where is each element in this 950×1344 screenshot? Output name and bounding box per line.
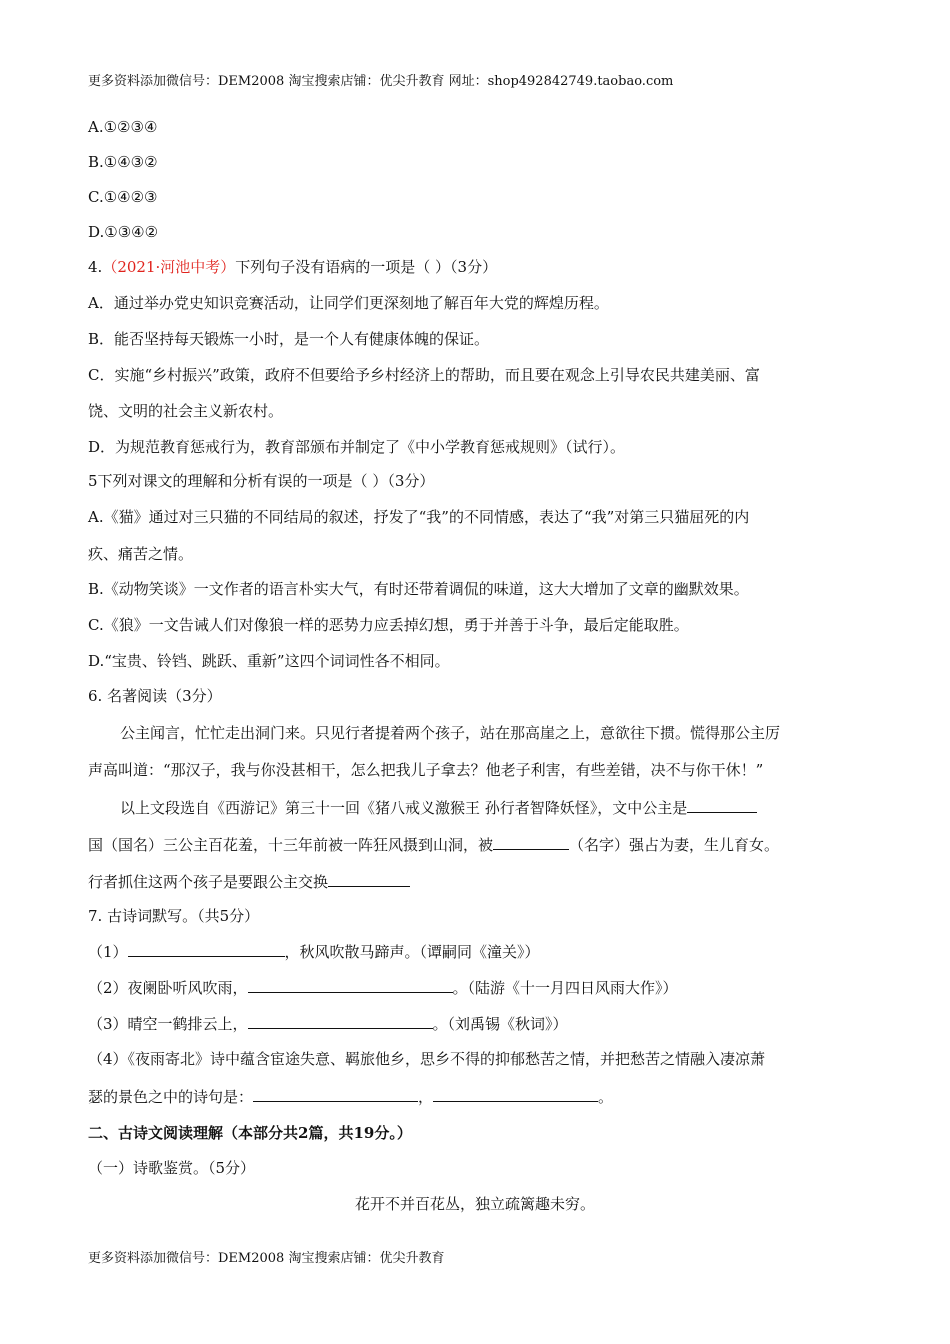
q6-question-text-2: 国（国名）三公主百花羞，十三年前被一阵狂风摄到山洞，被: [88, 836, 494, 854]
q7-blank-3[interactable]: [248, 1013, 433, 1029]
q7-line2-post: 。（陆游《十一月四日风雨大作》）: [452, 979, 678, 997]
q7-blank-2[interactable]: [248, 977, 453, 993]
q6-question-text-3: （名字）强占为妻，生儿育女。: [569, 836, 780, 854]
q7-blank-1[interactable]: [128, 941, 285, 957]
q7-line1-num: （1）: [88, 943, 128, 961]
q7-line1-text: ，秋风吹散马蹄声。（谭嗣同《潼关》）: [284, 943, 540, 961]
q4-option-b: B．能否坚持每天锻炼一小时，是一个人有健康体魄的保证。: [88, 330, 490, 348]
q7-line3-post: 。（刘禹锡《秋词》）: [432, 1015, 568, 1033]
q6-blank-country[interactable]: [687, 797, 757, 813]
q3-option-c: C.①④②③: [88, 188, 158, 206]
q6-question-text-4: 行者抓住这两个孩子是要跟公主交换: [88, 873, 329, 891]
section-2-subtitle: （一）诗歌鉴赏。（5分）: [88, 1159, 256, 1177]
page-footer: 更多资料添加微信号：DEM2008 淘宝搜索店铺：优尖升教育: [88, 1251, 445, 1266]
q7-stem: 7. 古诗词默写。（共5分）: [88, 907, 260, 925]
q7-line4b: [88, 1086, 613, 1107]
q4-stem: [88, 257, 497, 277]
q7-line4b-pre: 瑟的景色之中的诗句是：: [88, 1088, 254, 1106]
q5-option-a-line1: A.《猫》通过对三只猫的不同结局的叙述，抒发了“我”的不同情感，表达了“我”对第三只猫屈死的内: [88, 508, 750, 526]
q7-line2: [88, 977, 678, 998]
q4-option-d: D．为规范教育惩戒行为，教育部颁布并制定了《中小学教育惩戒规则》（试行）。: [88, 438, 626, 456]
q6-stem: 6. 名著阅读（3分）: [88, 687, 222, 705]
q6-passage-line2: 声高叫道：“那汉子，我与你没甚相干，怎么把我儿子拿去？他老子利害，有些差错，决不与你干休！”: [88, 761, 764, 779]
q6-question-line1: [120, 797, 757, 818]
q4-option-a: A．通过举办党史知识竞赛活动，让同学们更深刻地了解百年大党的辉煌历程。: [88, 294, 609, 312]
q4-source: （2021·河池中考）: [102, 258, 236, 276]
q7-line3-pre: （3）晴空一鹤排云上，: [88, 1015, 248, 1033]
q7-line4b-mid: ，: [418, 1088, 434, 1106]
q7-line4b-post: 。: [598, 1088, 614, 1106]
q7-blank-4a[interactable]: [253, 1086, 418, 1102]
q6-blank-exchange[interactable]: [328, 871, 410, 887]
q6-question-text: 以上文段选自《西游记》第三十一回《猪八戒义激猴王 孙行者智降妖怪》，文中公主是: [120, 799, 688, 817]
q3-option-d: D.①③④②: [88, 223, 159, 241]
poem-line: 花开不并百花丛，独立疏篱趣未穷。: [354, 1195, 595, 1213]
q6-passage-line1: 公主闻言，忙忙走出洞门来。只见行者提着两个孩子，站在那高崖之上，意欲往下掼。慌得那公主厉: [120, 724, 781, 742]
q4-number: 4.: [88, 258, 103, 276]
q7-blank-4b[interactable]: [433, 1086, 598, 1102]
q4-option-c-line2: 饶、文明的社会主义新农村。: [88, 402, 284, 420]
q5-option-d: D.“宝贵、铃铛、跳跃、重新”这四个词词性各不相同。: [88, 652, 450, 670]
q4-question: 下列句子没有语病的一项是（ ）（3分）: [235, 258, 498, 276]
q6-blank-name[interactable]: [493, 834, 569, 850]
q7-line3: [88, 1013, 568, 1034]
q5-option-c: C.《狼》一文告诫人们对像狼一样的恶势力应丢掉幻想，勇于并善于斗争，最后定能取胜。: [88, 616, 689, 634]
q7-line4a: （4）《夜雨寄北》诗中蕴含宦途失意、羁旅他乡，思乡不得的抑郁愁苦之情，并把愁苦之情融入凄凉萧: [88, 1050, 766, 1068]
q5-stem: 5下列对课文的理解和分析有误的一项是（ ）（3分）: [88, 472, 435, 490]
page-header: 更多资料添加微信号：DEM2008 淘宝搜索店铺：优尖升教育 网址：shop492842749.taobao.com: [88, 74, 674, 89]
q4-option-c-line1: C．实施“乡村振兴”政策，政府不但要给予乡村经济上的帮助，而且要在观念上引导农民共建美丽、富: [88, 366, 760, 384]
q3-option-a: A.①②③④: [88, 118, 158, 136]
q5-option-a-line2: 疚、痛苦之情。: [88, 545, 194, 563]
q5-option-b: B.《动物笑谈》一文作者的语言朴实大气，有时还带着调侃的味道，这大大增加了文章的幽默效果。: [88, 580, 749, 598]
q7-line2-pre: （2）夜阑卧听风吹雨，: [88, 979, 248, 997]
section-2-title: 二、古诗文阅读理解（本部分共2篇，共19分。）: [88, 1124, 412, 1142]
q6-question-line2: [88, 834, 779, 855]
q6-question-line3: [88, 871, 410, 892]
q7-line1: [88, 941, 540, 962]
q3-option-b: B.①④③②: [88, 153, 158, 171]
